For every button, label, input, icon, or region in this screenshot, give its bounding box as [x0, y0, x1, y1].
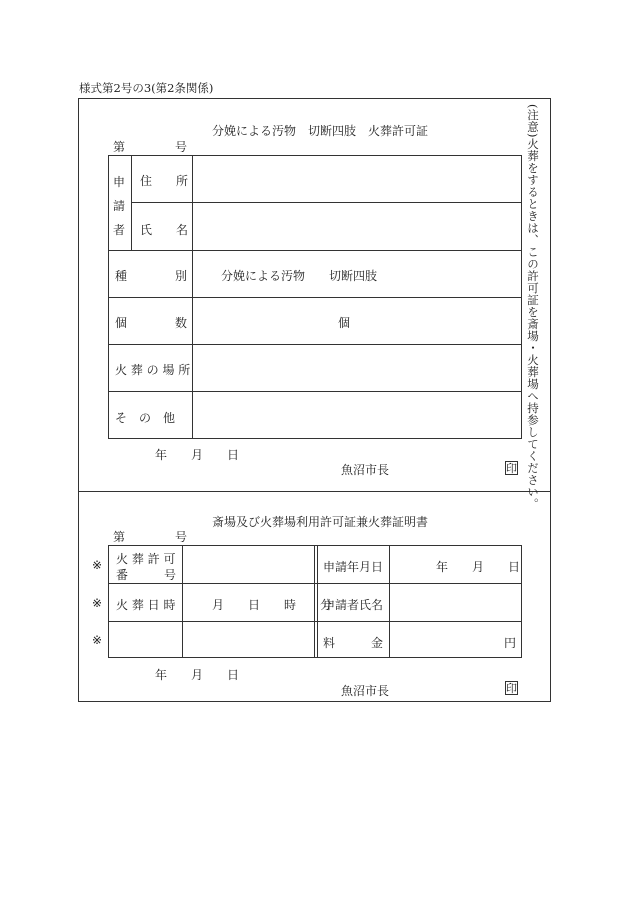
type-value: 分娩による汚物 切断四肢: [221, 269, 378, 283]
section-divider: [78, 491, 551, 492]
row-line: [109, 297, 521, 298]
certificate-table: [108, 545, 522, 658]
name-label: 氏 名: [140, 223, 189, 237]
fee-unit: 円: [504, 636, 517, 650]
permit-date-month: 月: [191, 448, 204, 462]
certificate-date-year: 年: [155, 668, 168, 682]
place-label: 火 葬 の 場 所: [115, 363, 191, 377]
row-line: [109, 250, 521, 251]
permit-date-year: 年: [155, 448, 168, 462]
count-label: 個 数: [115, 316, 188, 330]
certificate-date-month: 月: [191, 668, 204, 682]
permit-seal: 印: [506, 462, 517, 475]
permit-title: 分娩による汚物 切断四肢 火葬許可証: [211, 124, 428, 138]
row-line: [131, 202, 521, 203]
row-line: [109, 621, 521, 622]
applicant-col-line: [131, 156, 132, 250]
col-line: [182, 546, 183, 657]
permit-issuer: 魚沼市長: [341, 463, 390, 477]
permit-number-go: 号: [175, 140, 188, 154]
permit-date-day: 日: [227, 448, 240, 462]
mark-row-3: ※: [92, 633, 103, 647]
mark-row-2: ※: [92, 596, 103, 610]
permit-table: [108, 155, 522, 439]
count-unit: 個: [338, 316, 351, 330]
row-line: [109, 391, 521, 392]
certificate-date-day: 日: [227, 668, 240, 682]
form-id: 様式第2号の3(第2条関係): [79, 81, 214, 95]
certificate-number-dai: 第: [113, 530, 126, 544]
applicant-char: 請: [113, 199, 126, 213]
permit-no-label-2: 番 号: [116, 568, 177, 582]
col-line: [389, 546, 390, 657]
applicant-char: 者: [113, 223, 126, 237]
certificate-number-go: 号: [175, 530, 188, 544]
applicant-name-label: 申請者氏名: [323, 598, 384, 612]
cremation-datetime-label: 火 葬 日 時: [116, 598, 176, 612]
type-label: 種 別: [115, 269, 188, 283]
vertical-note: (注意)火葬をするときは、この許可証を斎場・火葬場へ持参してください。: [526, 104, 540, 510]
fee-label: 料 金: [323, 636, 384, 650]
permit-number-dai: 第: [113, 140, 126, 154]
cremation-datetime-value: 月 日 時 分: [212, 598, 333, 612]
permit-no-label-1: 火 葬 許 可: [116, 552, 176, 566]
row-line: [109, 344, 521, 345]
mark-row-1: ※: [92, 558, 103, 572]
other-label: そ の 他: [115, 411, 176, 425]
applicant-char: 申: [113, 175, 126, 189]
apply-date-value: 年 月 日: [436, 560, 521, 574]
certificate-issuer: 魚沼市長: [341, 684, 390, 698]
row-line: [109, 583, 521, 584]
certificate-title: 斎場及び火葬場利用許可証兼火葬証明書: [211, 515, 428, 529]
address-label: 住 所: [140, 174, 189, 188]
apply-date-label: 申請年月日: [323, 560, 384, 574]
certificate-seal: 印: [506, 682, 517, 695]
